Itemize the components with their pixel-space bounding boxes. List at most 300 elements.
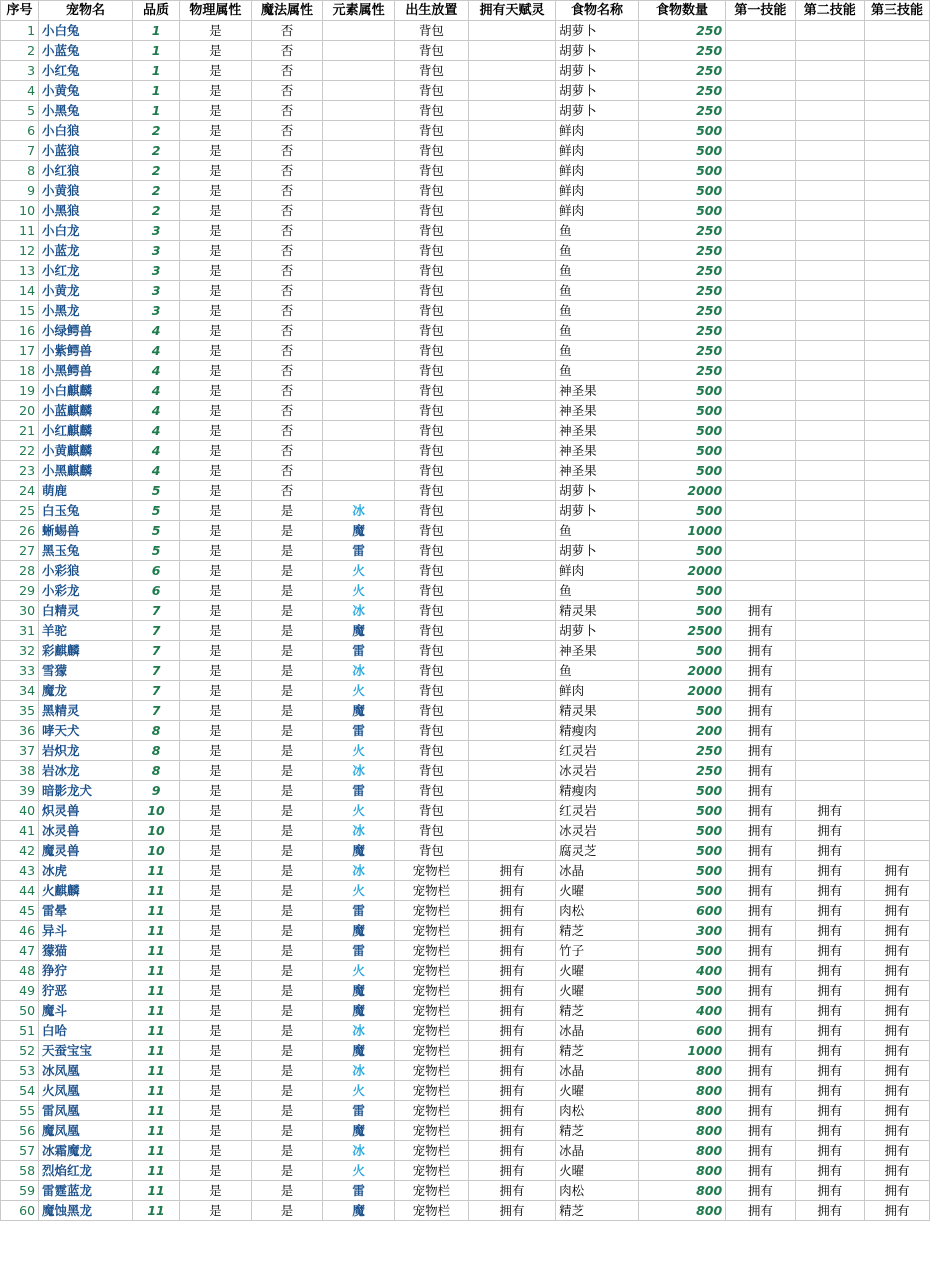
cell-skill-1: 拥有: [726, 981, 795, 1001]
cell-magic: 否: [251, 381, 323, 401]
cell-pet-name: 魔斗: [39, 1001, 133, 1021]
cell-food-qty: 250: [638, 241, 725, 261]
cell-magic: 是: [251, 881, 323, 901]
cell-physical: 是: [180, 101, 252, 121]
cell-skill-3: 拥有: [864, 1201, 929, 1221]
cell-quality: 11: [133, 1001, 180, 1021]
cell-pet-name: 火凤凰: [39, 1081, 133, 1101]
cell-food-name: 胡萝卜: [556, 621, 639, 641]
cell-birth: 宠物栏: [394, 921, 468, 941]
cell-skill-3: 拥有: [864, 1041, 929, 1061]
cell-skill-3: 拥有: [864, 881, 929, 901]
table-row: [1, 1101, 930, 1121]
cell-talent: [468, 421, 555, 441]
cell-skill-1: 拥有: [726, 921, 795, 941]
cell-magic: 是: [251, 861, 323, 881]
cell-food-qty: 500: [638, 181, 725, 201]
cell-talent: [468, 401, 555, 421]
cell-skill-3: [864, 721, 929, 741]
cell-skill-1: 拥有: [726, 1001, 795, 1021]
cell-quality: 3: [133, 301, 180, 321]
cell-talent: 拥有: [468, 981, 555, 1001]
cell-skill-2: 拥有: [795, 801, 864, 821]
cell-food-qty: 250: [638, 61, 725, 81]
cell-skill-2: [795, 521, 864, 541]
column-header-1: 宠物名: [39, 1, 133, 21]
cell-quality: 11: [133, 921, 180, 941]
cell-quality: 6: [133, 561, 180, 581]
cell-birth: 背包: [394, 121, 468, 141]
cell-talent: 拥有: [468, 1021, 555, 1041]
cell-talent: 拥有: [468, 961, 555, 981]
cell-food-qty: 250: [638, 261, 725, 281]
cell-index: 27: [1, 541, 39, 561]
cell-food-name: 神圣果: [556, 641, 639, 661]
cell-skill-1: 拥有: [726, 1121, 795, 1141]
cell-skill-1: [726, 361, 795, 381]
cell-quality: 11: [133, 1081, 180, 1101]
cell-physical: 是: [180, 781, 252, 801]
table-row: [1, 321, 930, 341]
cell-pet-name: 小黑麒麟: [39, 461, 133, 481]
cell-index: 19: [1, 381, 39, 401]
cell-quality: 8: [133, 761, 180, 781]
cell-pet-name: 魔蚀黑龙: [39, 1201, 133, 1221]
cell-talent: [468, 161, 555, 181]
cell-talent: [468, 681, 555, 701]
cell-food-name: 神圣果: [556, 461, 639, 481]
cell-physical: 是: [180, 181, 252, 201]
cell-skill-3: [864, 641, 929, 661]
cell-element: [323, 301, 395, 321]
cell-magic: 是: [251, 1141, 323, 1161]
cell-skill-1: 拥有: [726, 1061, 795, 1081]
cell-pet-name: 小蓝兔: [39, 41, 133, 61]
cell-talent: 拥有: [468, 1181, 555, 1201]
cell-birth: 背包: [394, 281, 468, 301]
cell-birth: 背包: [394, 781, 468, 801]
cell-food-name: 精灵果: [556, 701, 639, 721]
cell-element: 雷: [323, 941, 395, 961]
cell-physical: 是: [180, 801, 252, 821]
cell-quality: 11: [133, 1041, 180, 1061]
cell-food-qty: 500: [638, 701, 725, 721]
cell-food-name: 火曜: [556, 1081, 639, 1101]
cell-pet-name: 烈焰红龙: [39, 1161, 133, 1181]
cell-skill-1: 拥有: [726, 881, 795, 901]
cell-magic: 否: [251, 201, 323, 221]
table-row: [1, 961, 930, 981]
cell-skill-2: [795, 201, 864, 221]
cell-element: 火: [323, 801, 395, 821]
cell-quality: 7: [133, 701, 180, 721]
cell-skill-1: [726, 381, 795, 401]
table-row: [1, 841, 930, 861]
cell-magic: 是: [251, 961, 323, 981]
cell-physical: 是: [180, 741, 252, 761]
cell-element: 冰: [323, 761, 395, 781]
cell-birth: 背包: [394, 641, 468, 661]
cell-physical: 是: [180, 121, 252, 141]
cell-birth: 背包: [394, 41, 468, 61]
cell-talent: [468, 41, 555, 61]
cell-quality: 5: [133, 501, 180, 521]
cell-magic: 否: [251, 241, 323, 261]
cell-pet-name: 小白狼: [39, 121, 133, 141]
table-row: [1, 301, 930, 321]
column-header-5: 元素属性: [323, 1, 395, 21]
cell-skill-2: 拥有: [795, 1181, 864, 1201]
cell-pet-name: 魔凤凰: [39, 1121, 133, 1141]
cell-skill-3: [864, 741, 929, 761]
cell-index: 43: [1, 861, 39, 881]
cell-index: 22: [1, 441, 39, 461]
cell-birth: 背包: [394, 521, 468, 541]
table-row: [1, 821, 930, 841]
cell-quality: 1: [133, 81, 180, 101]
cell-talent: 拥有: [468, 1141, 555, 1161]
cell-talent: 拥有: [468, 1121, 555, 1141]
cell-pet-name: 小蓝龙: [39, 241, 133, 261]
cell-skill-2: 拥有: [795, 921, 864, 941]
cell-skill-3: 拥有: [864, 1101, 929, 1121]
cell-quality: 11: [133, 881, 180, 901]
cell-skill-2: 拥有: [795, 861, 864, 881]
table-row: [1, 701, 930, 721]
cell-skill-1: [726, 561, 795, 581]
cell-pet-name: 彩麒麟: [39, 641, 133, 661]
cell-skill-1: 拥有: [726, 761, 795, 781]
cell-index: 2: [1, 41, 39, 61]
cell-index: 9: [1, 181, 39, 201]
cell-element: [323, 181, 395, 201]
cell-quality: 11: [133, 1141, 180, 1161]
cell-index: 44: [1, 881, 39, 901]
cell-element: 魔: [323, 701, 395, 721]
cell-index: 33: [1, 661, 39, 681]
cell-talent: [468, 301, 555, 321]
cell-index: 32: [1, 641, 39, 661]
cell-talent: 拥有: [468, 881, 555, 901]
cell-element: 火: [323, 561, 395, 581]
cell-element: 火: [323, 581, 395, 601]
cell-food-qty: 500: [638, 541, 725, 561]
cell-skill-3: [864, 341, 929, 361]
cell-index: 8: [1, 161, 39, 181]
cell-element: 火: [323, 1081, 395, 1101]
cell-food-qty: 250: [638, 341, 725, 361]
cell-skill-2: 拥有: [795, 1001, 864, 1021]
cell-element: 冰: [323, 1061, 395, 1081]
cell-talent: [468, 501, 555, 521]
cell-food-qty: 500: [638, 381, 725, 401]
cell-magic: 是: [251, 1181, 323, 1201]
column-header-11: 第二技能: [795, 1, 864, 21]
cell-skill-1: 拥有: [726, 1081, 795, 1101]
cell-element: [323, 161, 395, 181]
cell-element: [323, 441, 395, 461]
cell-skill-2: [795, 21, 864, 41]
cell-pet-name: 獴猫: [39, 941, 133, 961]
column-header-10: 第一技能: [726, 1, 795, 21]
cell-index: 50: [1, 1001, 39, 1021]
cell-skill-2: [795, 501, 864, 521]
cell-quality: 7: [133, 681, 180, 701]
cell-skill-1: 拥有: [726, 601, 795, 621]
cell-index: 60: [1, 1201, 39, 1221]
cell-pet-name: 哮天犬: [39, 721, 133, 741]
cell-skill-1: [726, 321, 795, 341]
cell-index: 34: [1, 681, 39, 701]
table-row: [1, 1121, 930, 1141]
cell-birth: 宠物栏: [394, 1001, 468, 1021]
cell-talent: [468, 281, 555, 301]
cell-element: 冰: [323, 601, 395, 621]
cell-element: 火: [323, 741, 395, 761]
column-header-4: 魔法属性: [251, 1, 323, 21]
cell-quality: 11: [133, 861, 180, 881]
cell-index: 15: [1, 301, 39, 321]
cell-quality: 3: [133, 221, 180, 241]
cell-birth: 背包: [394, 161, 468, 181]
cell-skill-2: 拥有: [795, 981, 864, 1001]
cell-quality: 1: [133, 101, 180, 121]
table-row: [1, 621, 930, 641]
cell-skill-1: 拥有: [726, 901, 795, 921]
cell-birth: 宠物栏: [394, 1141, 468, 1161]
cell-food-name: 鲜肉: [556, 561, 639, 581]
table-row: [1, 661, 930, 681]
table-row: [1, 1081, 930, 1101]
cell-magic: 是: [251, 721, 323, 741]
cell-quality: 4: [133, 381, 180, 401]
cell-food-name: 肉松: [556, 1181, 639, 1201]
cell-birth: 背包: [394, 81, 468, 101]
table-row: [1, 541, 930, 561]
cell-skill-2: 拥有: [795, 941, 864, 961]
cell-skill-1: 拥有: [726, 841, 795, 861]
cell-pet-name: 冰灵兽: [39, 821, 133, 841]
cell-physical: 是: [180, 221, 252, 241]
column-header-2: 品质: [133, 1, 180, 21]
cell-skill-1: [726, 241, 795, 261]
cell-food-name: 火曜: [556, 961, 639, 981]
cell-quality: 4: [133, 341, 180, 361]
cell-pet-name: 小彩龙: [39, 581, 133, 601]
cell-physical: 是: [180, 961, 252, 981]
cell-index: 16: [1, 321, 39, 341]
cell-quality: 7: [133, 641, 180, 661]
cell-talent: [468, 361, 555, 381]
cell-food-qty: 600: [638, 1021, 725, 1041]
cell-skill-1: [726, 181, 795, 201]
cell-skill-3: [864, 681, 929, 701]
cell-food-name: 鱼: [556, 661, 639, 681]
cell-quality: 2: [133, 181, 180, 201]
cell-element: 冰: [323, 861, 395, 881]
table-row: [1, 941, 930, 961]
cell-skill-3: [864, 221, 929, 241]
cell-quality: 3: [133, 261, 180, 281]
cell-element: [323, 141, 395, 161]
cell-skill-2: [795, 161, 864, 181]
cell-element: [323, 421, 395, 441]
table-row: [1, 561, 930, 581]
cell-birth: 背包: [394, 741, 468, 761]
cell-skill-2: 拥有: [795, 1121, 864, 1141]
cell-skill-3: [864, 281, 929, 301]
cell-element: [323, 221, 395, 241]
cell-index: 37: [1, 741, 39, 761]
cell-physical: 是: [180, 81, 252, 101]
cell-skill-1: 拥有: [726, 721, 795, 741]
cell-skill-2: [795, 381, 864, 401]
cell-food-qty: 2000: [638, 561, 725, 581]
cell-skill-2: [795, 401, 864, 421]
cell-skill-1: 拥有: [726, 661, 795, 681]
cell-food-qty: 500: [638, 201, 725, 221]
cell-talent: 拥有: [468, 1041, 555, 1061]
cell-quality: 10: [133, 821, 180, 841]
cell-skill-1: [726, 461, 795, 481]
cell-food-qty: 800: [638, 1081, 725, 1101]
cell-food-qty: 500: [638, 821, 725, 841]
cell-pet-name: 蜥蜴兽: [39, 521, 133, 541]
cell-talent: [468, 541, 555, 561]
cell-element: 魔: [323, 981, 395, 1001]
cell-skill-3: [864, 201, 929, 221]
cell-index: 23: [1, 461, 39, 481]
cell-skill-1: [726, 261, 795, 281]
cell-physical: 是: [180, 461, 252, 481]
cell-food-qty: 500: [638, 461, 725, 481]
cell-magic: 否: [251, 41, 323, 61]
cell-magic: 否: [251, 101, 323, 121]
cell-birth: 背包: [394, 541, 468, 561]
cell-food-qty: 200: [638, 721, 725, 741]
cell-index: 10: [1, 201, 39, 221]
cell-food-qty: 250: [638, 301, 725, 321]
cell-pet-name: 冰霜魔龙: [39, 1141, 133, 1161]
cell-index: 46: [1, 921, 39, 941]
cell-quality: 9: [133, 781, 180, 801]
cell-food-name: 鱼: [556, 341, 639, 361]
table-row: [1, 21, 930, 41]
cell-quality: 4: [133, 361, 180, 381]
cell-skill-2: [795, 341, 864, 361]
cell-magic: 是: [251, 821, 323, 841]
cell-food-qty: 600: [638, 901, 725, 921]
cell-quality: 6: [133, 581, 180, 601]
cell-food-qty: 800: [638, 1201, 725, 1221]
cell-physical: 是: [180, 881, 252, 901]
cell-skill-1: [726, 121, 795, 141]
cell-talent: [468, 381, 555, 401]
cell-skill-1: [726, 61, 795, 81]
cell-skill-2: [795, 701, 864, 721]
cell-talent: [468, 441, 555, 461]
cell-food-qty: 800: [638, 1181, 725, 1201]
cell-skill-2: 拥有: [795, 1141, 864, 1161]
cell-physical: 是: [180, 1161, 252, 1181]
cell-skill-3: [864, 661, 929, 681]
cell-skill-3: [864, 161, 929, 181]
cell-skill-3: [864, 41, 929, 61]
cell-food-name: 鱼: [556, 221, 639, 241]
cell-quality: 8: [133, 721, 180, 741]
cell-physical: 是: [180, 601, 252, 621]
cell-element: [323, 381, 395, 401]
cell-skill-1: 拥有: [726, 1201, 795, 1221]
cell-index: 29: [1, 581, 39, 601]
cell-quality: 2: [133, 161, 180, 181]
cell-quality: 4: [133, 441, 180, 461]
table-row: [1, 401, 930, 421]
cell-birth: 宠物栏: [394, 1101, 468, 1121]
cell-quality: 2: [133, 201, 180, 221]
cell-magic: 否: [251, 301, 323, 321]
cell-skill-2: [795, 461, 864, 481]
cell-skill-2: 拥有: [795, 841, 864, 861]
cell-index: 54: [1, 1081, 39, 1101]
cell-birth: 宠物栏: [394, 1181, 468, 1201]
cell-physical: 是: [180, 141, 252, 161]
cell-food-name: 鱼: [556, 321, 639, 341]
cell-skill-3: [864, 361, 929, 381]
cell-index: 11: [1, 221, 39, 241]
cell-quality: 4: [133, 401, 180, 421]
cell-food-qty: 500: [638, 841, 725, 861]
cell-physical: 是: [180, 821, 252, 841]
cell-skill-1: [726, 221, 795, 241]
cell-birth: 背包: [394, 321, 468, 341]
cell-pet-name: 白精灵: [39, 601, 133, 621]
cell-pet-name: 岩冰龙: [39, 761, 133, 781]
cell-food-name: 神圣果: [556, 381, 639, 401]
cell-birth: 宠物栏: [394, 1021, 468, 1041]
cell-skill-3: [864, 321, 929, 341]
cell-birth: 背包: [394, 361, 468, 381]
cell-pet-name: 小紫鳄兽: [39, 341, 133, 361]
cell-food-qty: 800: [638, 1161, 725, 1181]
cell-food-name: 鱼: [556, 281, 639, 301]
cell-skill-2: [795, 721, 864, 741]
cell-skill-2: [795, 361, 864, 381]
cell-element: [323, 121, 395, 141]
table-row: [1, 221, 930, 241]
cell-skill-1: 拥有: [726, 1161, 795, 1181]
cell-talent: 拥有: [468, 941, 555, 961]
cell-physical: 是: [180, 921, 252, 941]
cell-birth: 宠物栏: [394, 1041, 468, 1061]
cell-skill-1: 拥有: [726, 861, 795, 881]
cell-skill-3: [864, 301, 929, 321]
cell-element: 魔: [323, 521, 395, 541]
cell-magic: 是: [251, 941, 323, 961]
cell-index: 52: [1, 1041, 39, 1061]
cell-index: 49: [1, 981, 39, 1001]
cell-physical: 是: [180, 541, 252, 561]
cell-element: 雷: [323, 901, 395, 921]
cell-skill-1: 拥有: [726, 701, 795, 721]
cell-birth: 背包: [394, 601, 468, 621]
cell-food-qty: 2000: [638, 681, 725, 701]
cell-index: 26: [1, 521, 39, 541]
cell-food-qty: 250: [638, 41, 725, 61]
cell-skill-2: [795, 581, 864, 601]
cell-food-name: 神圣果: [556, 421, 639, 441]
cell-quality: 7: [133, 621, 180, 641]
